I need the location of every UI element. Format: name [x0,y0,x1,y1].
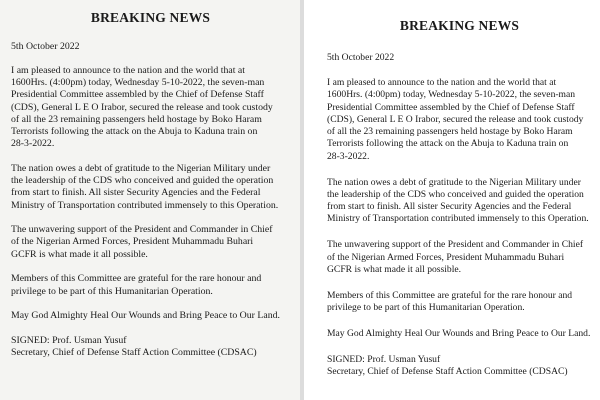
paragraph-announcement [327,77,592,163]
text-line: Ministry of Transportation contributed immensely to this Operation. [11,199,279,211]
document-title: BREAKING NEWS [90,10,211,25]
signature-title: Secretary, Chief of Defense Staff Action Committee (CDSAC) [11,347,257,359]
text-line: (CDS), General L E O Irabor, secured the release and took custody [11,101,273,113]
paragraph-committee [11,273,290,297]
signature-name: SIGNED: Prof. Usman Yusuf [11,334,127,346]
text-line: the leadership of the CDS who conceived and guided the operation [327,188,584,200]
text-line: The nation owes a debt of gratitude to the Nigerian Military under [327,176,581,188]
document-date: 5th October 2022 [327,52,395,63]
paragraph-committee [327,290,592,315]
signature-block [327,354,592,379]
text-line: of all the 23 remaining passengers held hostage by Boko Haram [327,126,573,138]
paragraph-support [11,224,290,261]
text-line: Ministry of Transportation contributed immensely to this Operation. [327,213,589,225]
signature-title: Secretary, Chief of Defense Staff Action Committee (CDSAC) [327,365,568,377]
text-line: of all the 23 remaining passengers held hostage by Boko Haram [11,113,262,125]
text-line: GCFR is what made it all possible. [327,263,462,275]
text-line: from start to finish. All sister Security Agencies and the Federal [11,187,261,199]
text-line: The nation owes a debt of gratitude to the Nigerian Military under [11,162,271,174]
paragraph-prayer [11,310,290,322]
text-line: (CDS), General L E O Irabor, secured the release and took custody [327,113,584,125]
text-line: privilege to be part of this Humanitarian Operation. [327,301,525,313]
text-line: Terrorists following the attack on the Abuja to Kaduna train on [11,126,258,138]
text-line: 1600Hrs. (4:00pm) today, Wednesday 5-10-2022, the seven-man [327,89,576,101]
signature-name: SIGNED: Prof. Usman Yusuf [327,353,441,365]
text-line: of the Nigerian Armed Forces, President Muhammadu Buhari [327,251,565,263]
paragraph-prayer [327,328,592,340]
text-line: Presidential Committee assembled by the Chief of Defense Staff [11,89,264,101]
text-line: Members of this Committee are grateful for the rare honour and [327,289,573,301]
text-line: Terrorists following the attack on the Abuja to Kaduna train on [327,138,569,150]
signature-block [11,335,290,360]
text-line: The unwavering support of the President and Commander in Chief [327,239,584,251]
text-line: Presidential Committee assembled by the Chief of Defense Staff [327,101,575,113]
paragraph-gratitude [327,177,592,226]
text-line: 28-3-2022. [11,138,55,150]
text-line: from start to finish. All sister Security Agencies and the Federal [327,201,572,213]
statement-document-right [304,0,600,400]
text-line: the leadership of the CDS who conceived and guided the operation [11,175,274,187]
text-line: 28-3-2022. [327,150,370,162]
paragraph-gratitude [11,163,290,212]
document-title: BREAKING NEWS [399,18,520,33]
text-line: May God Almighty Heal Our Wounds and Bring Peace to Our Land. [11,310,280,322]
text-line: of the Nigerian Armed Forces, President Muhammadu Buhari [11,236,254,248]
text-line: 1600Hrs. (4:00pm) today, Wednesday 5-10-2022, the seven-man [11,77,265,89]
text-line: privilege to be part of this Humanitarian Operation. [11,285,213,297]
paragraph-support [327,239,592,276]
text-line: Members of this Committee are grateful for the rare honour and [11,273,262,285]
text-line: GCFR is what made it all possible. [11,248,148,260]
text-line: May God Almighty Heal Our Wounds and Bring Peace to Our Land. [327,327,591,339]
text-line: I am pleased to announce to the nation and the world that at [11,65,245,76]
text-line: I am pleased to announce to the nation and the world that at [327,77,557,88]
text-line: The unwavering support of the President and Commander in Chief [11,224,273,236]
paragraph-announcement [11,65,290,150]
document-date: 5th October 2022 [11,41,80,52]
